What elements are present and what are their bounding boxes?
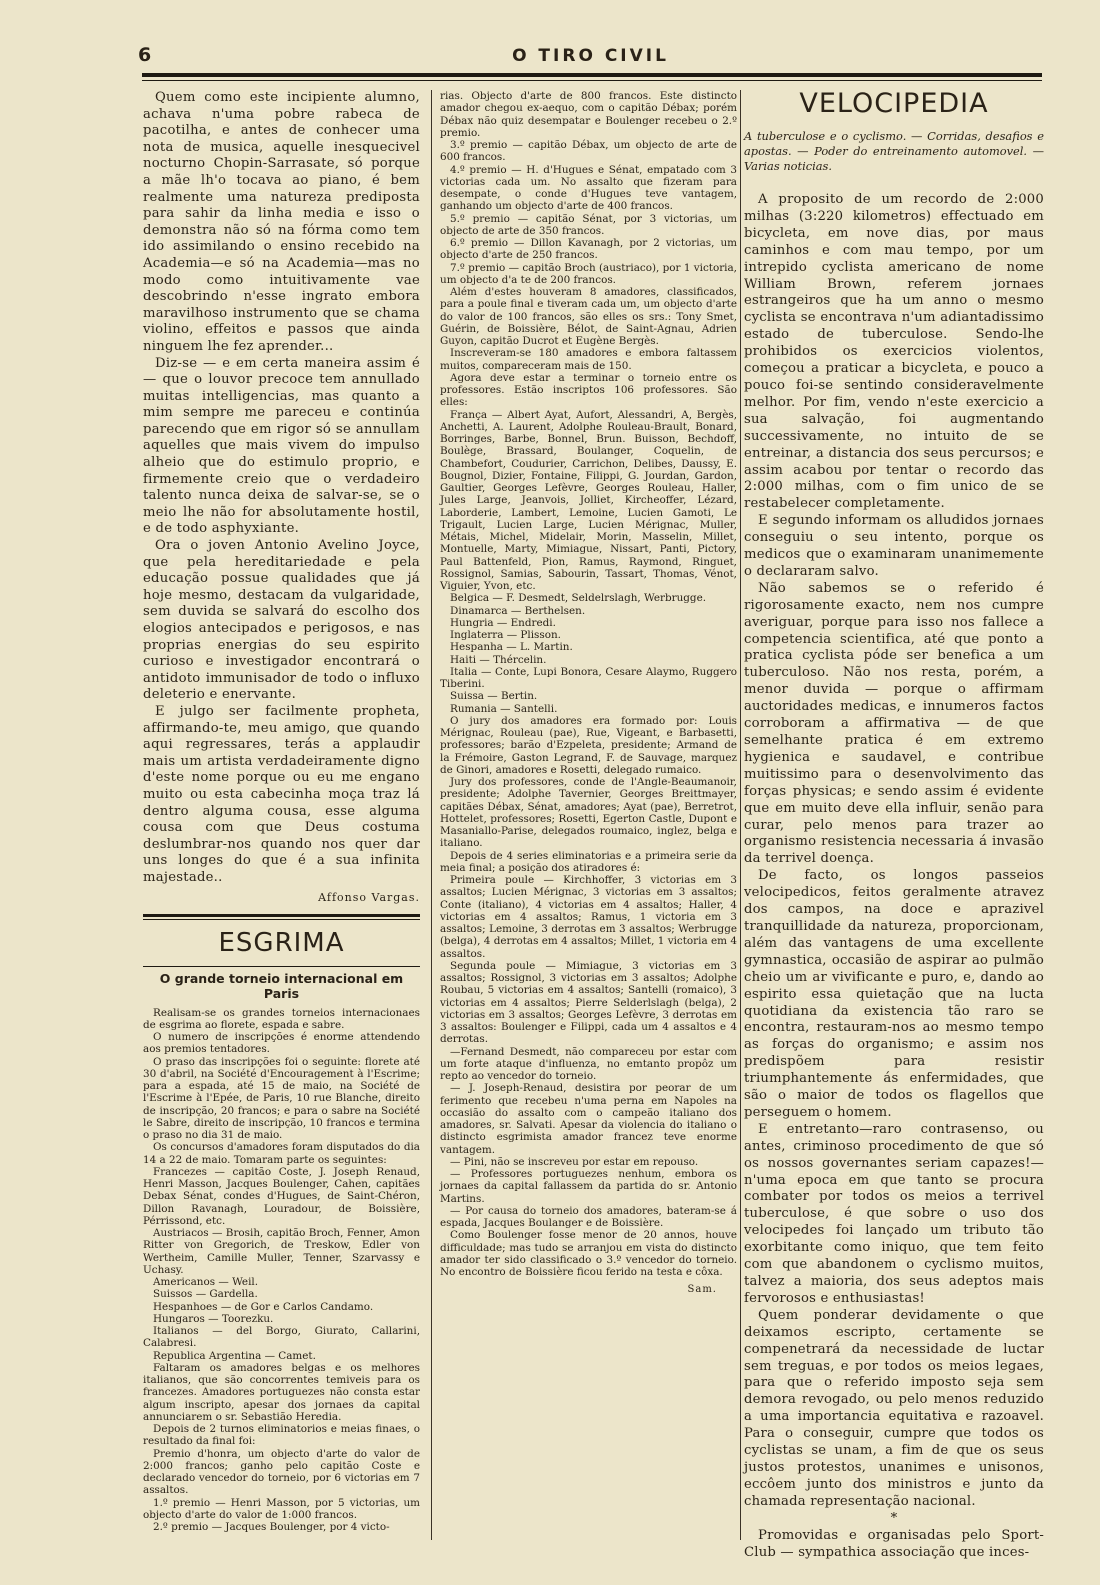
page-header xyxy=(138,42,1043,72)
esgrima-paragraph: — J. Joseph-Renaud, desistira por peorar de um ferimento que recebeu n'uma perna em Napoles na occasião do assalto com o campeão italiano dos amadores, sr. Salvati. Apesar da violencia do italiano o distincto esgrimista amador francez teve enorme vantagem. xyxy=(440,1082,737,1156)
velocipedia-summary: A tuberculose e o cyclismo. — Corridas, desafios e apostas. — Poder do entreinamento automovel. — Varias noticias. xyxy=(744,129,1044,173)
section-rule-thin xyxy=(143,966,420,967)
velocipedia-paragraph: E segundo informam os alludidos jornaes conseguiu o seu intento, porque os medicos que o examinaram unanimemente o declararam salvo. xyxy=(744,513,1044,579)
header-rule-thin xyxy=(142,80,1042,81)
esgrima-paragraph: — Pini, não se inscreveu por estar em repouso. xyxy=(450,1155,699,1168)
esgrima-paragraph: Inscreveram-se 180 amadores e embora faltassem muitos, compareceram mais de 150. xyxy=(440,347,737,372)
esgrima-paragraph: 4.º premio — H. d'Hugues e Sénat, empatado com 3 victorias cada um. No assalto que fizeram para desempate, o conde d'Hugues teve vantagem, ganhando um objecto d'arte de 400 francos. xyxy=(440,163,737,213)
article-paragraph: Diz-se — e em certa maneira assim é — que o louvor precoce tem annullado muitas intelligencias, mas quanto a mim sempre me pareceu e continúa parecendo que em rigor só se annullam aquelles que mais vivem do impulso alheio que do estimulo proprio, e firmemente creio que o verdadeiro talento nunca deixa de salvar-se, se o meio lhe não for absolutamente hostil, e de todo asphyxiante. xyxy=(143,355,420,537)
article-music xyxy=(143,90,420,887)
esgrima-paragraph: Austriacos — Brosih, capitão Broch, Fenner, Amon Ritter von Gregorich, de Treskow, Edler von Wertheim, Camille Muller, Tenner, Szarvassy e Uchasy. xyxy=(143,1227,420,1276)
section-rule xyxy=(143,914,420,917)
column-divider-1 xyxy=(431,90,432,1540)
velocipedia-paragraph: Não sabemos se o referido é rigorosamente exacto, nem nos cumpre averiguar, porque para isso nos fallece a competencia scientifica, até que ponto a pratica cyclista póde ser benefica a um tuberculoso. Não nos resta, porém, a menor duvida — porque o affirmam auctoridades medicas, e innumeros factos corroboram a affirmativa — de que semelhante pratica é em extremo hygienica e saudavel, e contribue muitissimo para o desenvolvimento das forças physicas; e sendo assim é evidente que em muito deve ella influir, senão para curar, pelo menos para trazer ao organismo resistencia necessaria á invasão da terrivel doença. xyxy=(744,580,1044,867)
velocipedia-paragraph: Quem ponderar devidamente o que deixamos escripto, certamente se compenetrará da necessidade de luctar sem treguas, e por todos os meios legaes, para que o referido imposto seja sem demora revogado, ou pelo menos reduzido a uma importancia equitativa e razoavel. Para o conseguir, cumpre que todos os cyclistas se unam, a fim de que os seus justos protestos, unanimes e unisonos, eccôem junto dos ministros e junto da chamada representação nacional. xyxy=(744,1307,1044,1509)
esgrima-paragraph: — Professores portuguezes nenhum, embora os jornaes da capital fallassem da partida do sr. Antonio Martins. xyxy=(440,1168,737,1205)
velocipedia-paragraph: E entretanto—raro contrasenso, ou antes, criminoso procedimento de que só os nossos governantes seriam capazes!—n'uma epoca em que tanto se procura combater por todos os meios a terrivel tuberculose, é que sobre o uso dos velocipedes foi lançado um tributo tão exorbitante como iniquo, que tem feito com que abandonem o cyclismo muitos, talvez a maioria, dos seus adeptos mais fervorosos e enthusiastas! xyxy=(744,1121,1044,1306)
left-column xyxy=(143,90,420,1545)
masthead-title: O TIRO CIVIL xyxy=(512,46,669,66)
esgrima-paragraph: Suissos — Gardella. xyxy=(153,1288,258,1301)
esgrima-paragraph: Faltaram os amadores belgas e os melhores italianos, que são concorrentes temiveis para os francezes. Amadores portuguezes não consta estar algum inscripto, apesar dos jornaes da capital annunciarem o sr. Sebastião Heredia. xyxy=(143,1361,420,1423)
esgrima-paragraph: Republica Argentina — Camet. xyxy=(153,1349,316,1362)
esgrima-paragraph: Hungaros — Toorezku. xyxy=(153,1312,274,1325)
velocipedia-paragraph: A proposito de um recordo de 2:000 milhas (3:220 kilometros) effectuado em bicycleta, em nove dias, por maus caminhos e com mau tempo, por um intrepido cyclista americano de nome William Brown, referem jornaes estrangeiros que ha um anno o mesmo cyclista se encontrava n'um adiantadissimo estado de tuberculose. Sendo-lhe prohibidos os exercicios violentos, começou a praticar a bicycleta, e pouco a pouco foi-se sentindo consideravelmente melhor. Por fim, vendo n'este exercicio a sua salvação, foi augmentando successivamente, no intuito de se entreinar, a distancia dos seus percursos; e assim acabou por tentar o recordo das 2:000 milhas, com o fim unico de se restabelecer completamente. xyxy=(744,192,1044,512)
esgrima-paragraph: Suissa — Bertin. xyxy=(450,690,538,703)
esgrima-paragraph: Dinamarca — Berthelsen. xyxy=(450,604,586,617)
column-divider-2 xyxy=(740,90,741,1540)
esgrima-paragraph: Como Boulenger fosse menor de 20 annos, houve difficuldade; mas tudo se arranjou em vista do distincto amador ter sido classificado o 3.º vencedor do torneio. No encontro de Boissière ficou ferido na testa e côxa. xyxy=(440,1229,737,1278)
esgrima-signature: Sam. xyxy=(687,1284,717,1296)
section-separator: * xyxy=(890,1510,898,1526)
esgrima-paragraph: Os concursos d'amadores foram disputados do dia 14 a 22 de maio. Tomaram parte os seguintes: xyxy=(143,1141,420,1166)
esgrima-paragraph: Francezes — capitão Coste, J. Joseph Renaud, Henri Masson, Jacques Boulenger, Cahen, capitães Debax Sénat, condes d'Hugues, de Saint-Chéron, Dillon Ravanagh, Louradour, de Boissière, Pérrissond, etc. xyxy=(143,1165,420,1227)
esgrima-paragraph: Americanos — Weil. xyxy=(153,1276,259,1288)
esgrima-paragraph: Segunda poule — Mimiague, 3 victorias em 3 assaltos; Rossignol, 3 victorias em 3 assaltos; Adolphe Roubau, 5 victorias em 4 assaltos; Santelli (romaico), 3 victorias em 4 assaltos; Pierre Selderlslagh (belga), 2 victorias em 3 assaltos; Georges Lefèvre, 3 derrotas em 3 assaltos: Boulenger e Filippi, cada um 4 assaltos e 4 derrotas. xyxy=(440,959,737,1046)
esgrima-paragraph: França — Albert Ayat, Aufort, Alessandri, A, Bergès, Anchetti, A. Laurent, Adolphe Rouleau-Brault, Bonard, Borringes, Barbe, Bonnel, Brun. Buisson, Bechdoff, Boulège, Brassard, Boulanger, Coquelin, de Chambefort, Coudurier, Carrichon, Delibes, Daussy, E. Bougnol, Dizier, Fontaine, Filippi, G. Jourdan, Gardon, Gaultier, Georges Lefèvre, Georges Rouleau, Haller, Jules Large, Jeanvois, Jolliet, Kircheoffer, Lézard, Laborderie, Lambert, Lemoine, Lucien Gamoti, Le Trigault, Lucien Large, Lucien Mérignac, Muller, Métais, Michel, Midelair, Morin, Masselin, Millet, Montuelle, Marty, Mimiague, Nissart, Panti, Pictory, Paul Battenfeld, Pion, Ramus, Raymond, Ringuet, Rossignol, Samias, Sabourin, Tassart, Thomas, Vénot, Viguier, Yvon, etc. xyxy=(440,408,737,592)
esgrima-paragraph: Hungria — Endredi. xyxy=(450,616,556,629)
esgrima-paragraph: 3.º premio — capitão Débax, um objecto de arte de 600 francos. xyxy=(440,139,737,164)
right-column xyxy=(744,86,1044,1560)
esgrima-paragraph: O numero de inscripções é enorme attendendo aos premios tentadores. xyxy=(143,1031,420,1056)
esgrima-paragraph: Depois de 2 turnos eliminatorios e meias finaes, o resultado da final foi: xyxy=(143,1423,420,1448)
esgrima-text-left xyxy=(143,1007,420,1534)
middle-column xyxy=(440,90,737,1545)
esgrima-paragraph: Haiti — Thércelin. xyxy=(450,653,547,666)
esgrima-subtitle: O grande torneio internacional em Paris xyxy=(159,970,404,1001)
esgrima-paragraph: 7.º premio — capitão Broch (austriaco), por 1 victoria, um objecto d'a te de 200 francos. xyxy=(440,261,737,286)
esgrima-paragraph: 6.º premio — Dillon Kavanagh, por 2 victorias, um objecto d'arte de 250 francos. xyxy=(440,237,737,262)
esgrima-paragraph: Rumania — Santelli. xyxy=(450,702,558,715)
esgrima-paragraph: Italia — Conte, Lupi Bonora, Cesare Alaymo, Ruggero Tiberini. xyxy=(440,665,737,690)
article-paragraph: Ora o joven Antonio Avelino Joyce, que pela hereditariedade e pela educação possue qualidades que já hoje mesmo, destacam da vulgaridade, sem duvida se salvará do escolho dos elogios antecipados e perigosos, e nas proprias energias do seu espirito curioso e investigador encontrará o antidoto immunisador de todo o influxo deleterio e enervante. xyxy=(143,538,420,703)
esgrima-paragraph: Inglaterra — Plisson. xyxy=(450,629,561,641)
esgrima-paragraph: Depois de 4 series eliminatorias e a primeira serie da meia final; a posição dos atiradores é: xyxy=(440,849,737,874)
esgrima-paragraph: Hespanhoes — de Gor e Carlos Candamo. xyxy=(153,1300,374,1313)
header-rule-thick xyxy=(142,73,1042,77)
article-paragraph: E julgo ser facilmente propheta, affirmando-te, meu amigo, que quando aqui regressares, terás a applaudir mais um artista verdadeiramente digno d'este nome porque ou eu me engano muito ou esta cabecinha moça traz lá dentro alguma cousa, esse alguma cousa com que Deus costuma deslumbrar-nos quando nos quer dar uns longes do que é a sua infinita majestade.. xyxy=(143,703,420,885)
esgrima-paragraph: 1.º premio — Henri Masson, por 5 victorias, um objecto d'arte do valor de 1:000 francos. xyxy=(143,1496,420,1521)
esgrima-paragraph: Premio d'honra, um objecto d'arte do valor de 2:000 francos; ganho pelo capitão Coste e declarado vencedor do torneio, por 6 victorias em 7 assaltos. xyxy=(143,1447,420,1497)
esgrima-paragraph: Hespanha — L. Martin. xyxy=(450,641,573,654)
esgrima-paragraph: rias. Objecto d'arte de 800 francos. Este distincto amador chegou ex-aequo, com o capitão Débax; porém Débax não quiz desempatar e Boulenger recebeu o 2.º premio. xyxy=(440,90,737,139)
esgrima-paragraph: Primeira poule — Kirchhoffer, 3 victorias em 3 assaltos; Lucien Mérignac, 3 victorias em 3 assaltos; Conte (italiano), 4 victorias em 4 assaltos; Haller, 4 victorias em 4 assaltos; Ramus, 1 victoria em 3 assaltos; Lemoine, 3 derrotas em 3 assaltos; Werbrugge (belga), 4 derrotas em 4 assaltos; Millet, 1 victoria em 4 assaltos. xyxy=(440,874,737,960)
page-number: 6 xyxy=(138,44,152,66)
esgrima-paragraph: 5.º premio — capitão Sénat, por 3 victorias, um objecto de arte de 350 francos. xyxy=(440,212,737,237)
esgrima-paragraph: — Por causa do torneio dos amadores, bateram-se á espada, Jacques Boulanger e de Boissière. xyxy=(440,1204,737,1229)
esgrima-paragraph: 2.º premio — Jacques Boulenger, por 4 victo- xyxy=(153,1521,390,1533)
section-rule-thin xyxy=(143,919,420,920)
esgrima-paragraph: Jury dos professores, conde de l'Angle-Beaumanoir, presidente; Adolphe Tavernier, Georges Breittmayer, capitães Débax, Sénat, amadores; Ayat (pae), Berretrot, Hottelet, professores; Rosetti, Egerton Castle, Dupont e Masaniallo-Parise, delegados roumaico, inglez, belga e italiano. xyxy=(440,776,737,850)
section-title-esgrima: ESGRIMA xyxy=(218,927,345,958)
section-title-velocipedia: VELOCIPEDIA xyxy=(799,88,989,119)
esgrima-paragraph: O jury dos amadores era formado por: Louis Mérignac, Rouleau (pae), Rue, Vigeant, e Barbasetti, professores; barão d'Ezpeleta, presidente; Armand de la Frémoire, Gaston Legrand, F. de Sauvage, marquez de Ginori, amadores e Rosetti, delegado rumaico. xyxy=(440,714,737,776)
esgrima-paragraph: Italianos — del Borgo, Giurato, Callarini, Calabresi. xyxy=(143,1325,420,1350)
esgrima-paragraph: Além d'estes houveram 8 amadores, classificados, para a poule final e tiveram cada um, um objecto d'arte do valor de 100 francos, são elles os srs.: Tony Smet, Guérin, de Boissière, Bélot, de Saint-Agnau, Adrien Guyon, capitão Ducrot et Eugène Bergès. xyxy=(440,286,737,347)
esgrima-paragraph: Belgica — F. Desmedt, Seldelrslagh, Werbrugge. xyxy=(450,592,707,605)
esgrima-paragraph: Agora deve estar a terminar o torneio entre os professores. Estão inscriptos 106 professores. São elles: xyxy=(440,371,737,409)
velocipedia-paragraph: Promovidas e organisadas pelo Sport-Club — sympathica associação que inces- xyxy=(744,1527,1044,1560)
esgrima-paragraph: —Fernand Desmedt, não compareceu por estar com um forte ataque d'influenza, no emtanto propôz um repto ao vencedor do torneio. xyxy=(440,1045,737,1082)
esgrima-paragraph: Realisam-se os grandes torneios internacionaes de esgrima ao florete, espada e sabre. xyxy=(143,1006,420,1031)
velocipedia-paragraph: De facto, os longos passeios velocipedicos, feitos geralmente atravez dos campos, na doce e aprazivel tranquillidade da natureza, proporcionam, além das vantagens de uma excellente gymnastica, occasião de aspirar ao pulmão cheio um ar vivificante e puro, e, dando ao espirito essa quietação que na lucta quotidiana da existencia tão raro se encontra, restauram-nos ao mesmo tempo as forças do organismo; e assim nos predispõem para resistir triumphantemente ás enfermidades, que são o maior de todos os flagellos que perseguem o homem. xyxy=(744,868,1044,1120)
article-paragraph: Quem como este incipiente alumno, achava n'uma pobre rabeca de pacotilha, e antes de conhecer uma nota de musica, aquelle inesquecivel nocturno Chopin-Sarrasate, só porque a mãe lh'o tocava ao piano, é bem realmente uma natureza prediposta para sahir da linha media e isso o demonstra não só na fórma como tem ido assimilando o ensino recebido na Academia—e só na Academia—mas no modo como intuitivamente vae descobrindo n'esse ingrato embora maravilhoso instrumento que se chama violino, effeitos e passos que ainda ninguem lhe fez aprender... xyxy=(143,90,420,354)
esgrima-paragraph: O praso das inscripções foi o seguinte: florete até 30 d'abril, na Société d'Encouragement à l'Escrime; para a espada, até 15 de maio, na Société de l'Escrime à l'Epée, de Paris, 10 rue Blanche, direito de inscripção, 20 francos; e para o sabre na Société le Sabre, direito de inscripção, 10 francos e termina o praso no dia 31 de maio. xyxy=(143,1055,420,1141)
author-signature: Affonso Vargas. xyxy=(318,890,420,904)
